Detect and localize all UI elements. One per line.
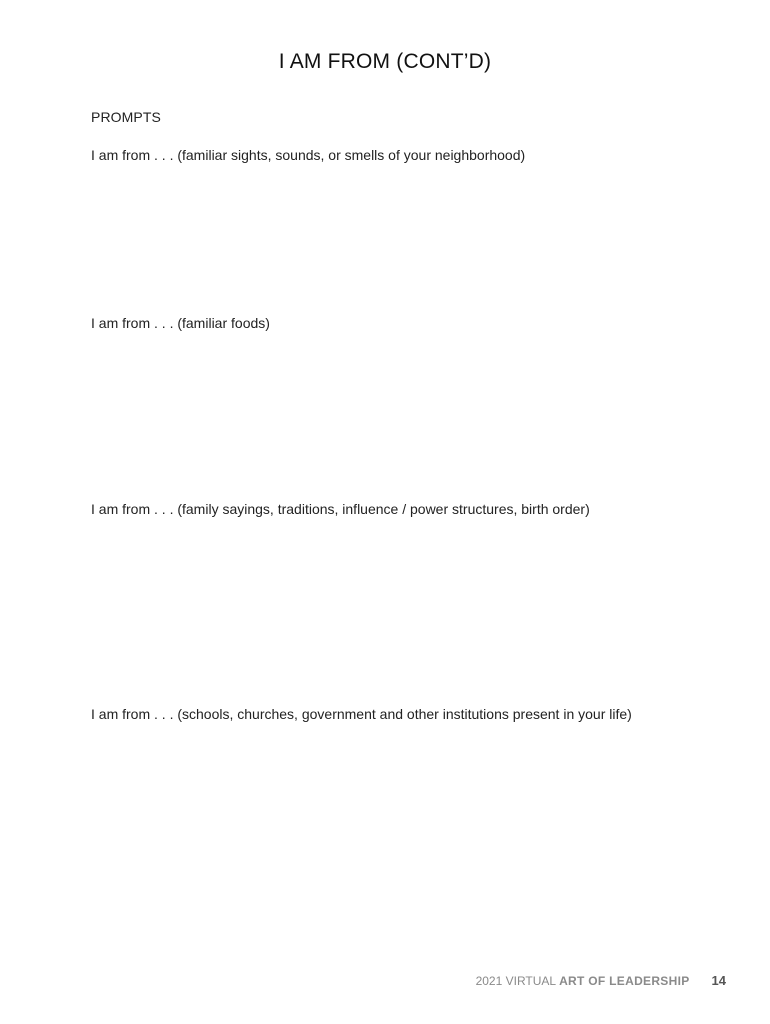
page-number: 14	[711, 973, 726, 988]
page-footer	[476, 973, 726, 988]
prompts-heading: PROMPTS	[91, 109, 161, 125]
prompt-foods: I am from . . . (familiar foods)	[91, 315, 270, 331]
page-title: I AM FROM (CONT’D)	[278, 50, 492, 73]
footer-event-year: 2021 VIRTUAL	[475, 974, 557, 988]
prompt-neighborhood: I am from . . . (familiar sights, sounds, or smells of your neighborhood)	[91, 147, 526, 163]
footer-brand: ART OF LEADERSHIP	[559, 974, 690, 988]
prompt-institutions: I am from . . . (schools, churches, government and other institutions present in your life)	[91, 706, 632, 722]
prompt-family: I am from . . . (family sayings, traditions, influence / power structures, birth order)	[91, 501, 590, 517]
